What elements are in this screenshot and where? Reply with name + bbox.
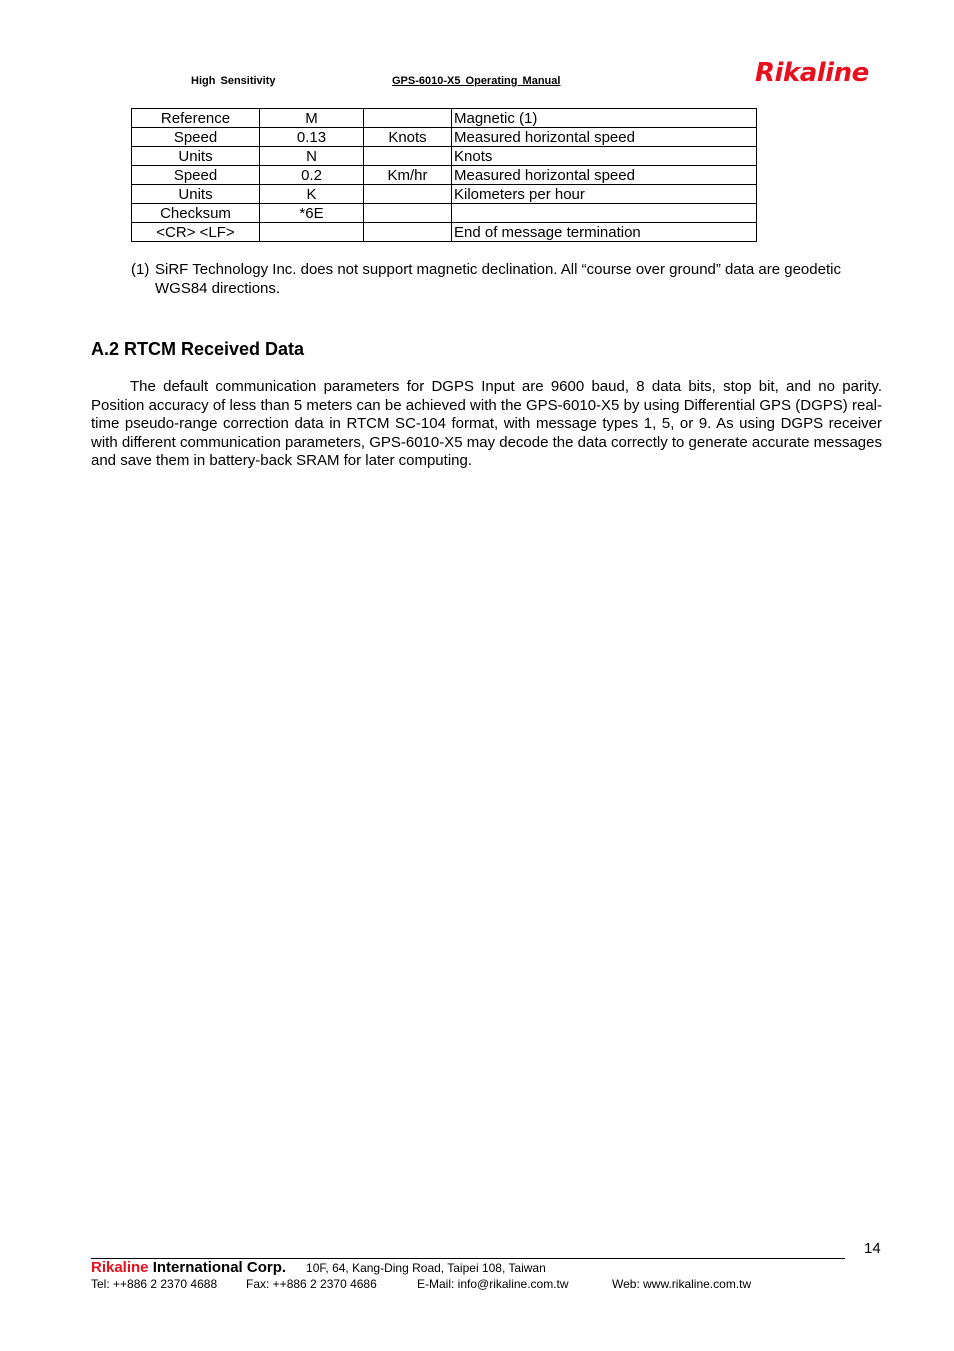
field-name-cell: <CR> <LF> — [132, 223, 260, 242]
field-description-cell — [452, 204, 757, 223]
table-row — [132, 128, 757, 147]
field-unit-cell — [364, 147, 452, 166]
nmea-field-table-body — [132, 109, 757, 242]
table-row — [132, 223, 757, 242]
header-manual-title: GPS-6010-X5 Operating Manual — [392, 75, 561, 87]
field-unit-cell: Km/hr — [364, 166, 452, 185]
table-row — [132, 204, 757, 223]
footer-company-line — [91, 1259, 546, 1276]
section-heading: A.2 RTCM Received Data — [91, 339, 305, 359]
table-row — [132, 147, 757, 166]
field-description-cell: Magnetic (1) — [452, 109, 757, 128]
footer-brand-name: Rikaline — [91, 1259, 149, 1276]
footer-tel: Tel: ++886 2 2370 4688 — [91, 1277, 218, 1291]
field-unit-cell: Knots — [364, 128, 452, 147]
field-name-cell: Checksum — [132, 204, 260, 223]
field-value-cell: 0.13 — [260, 128, 364, 147]
rikaline-logo: Rikaline — [755, 58, 869, 88]
field-description-cell: End of message termination — [452, 223, 757, 242]
footer-email: E-Mail: info@rikaline.com.tw — [417, 1277, 569, 1291]
field-unit-cell — [364, 204, 452, 223]
footer-web: Web: www.rikaline.com.tw — [612, 1277, 752, 1291]
field-unit-cell — [364, 109, 452, 128]
table-row — [132, 166, 757, 185]
field-name-cell: Units — [132, 185, 260, 204]
section-paragraph: The default communication parameters for DGPS Input are 9600 baud, 8 data bits, stop bit, and no parity. Position accuracy of less than 5 meters can be achieved with the GPS-6010-X5 by using Differential GPS (DGPS) real-time pseudo-range correction data in RTCM SC-104 format, with message types 1, 5, or 9. As using DGPS receiver with different communication parameters, GPS-6010-X5 may decode the data correctly to generate accurate messages and save them in battery-back SRAM for later computing. — [91, 378, 882, 470]
field-name-cell: Reference — [132, 109, 260, 128]
footnote-number: (1) — [131, 261, 150, 278]
header-left-text: High Sensitivity — [191, 75, 276, 87]
footnote-text: SiRF Technology Inc. does not support magnetic declination. All “course over ground” data are geodetic WGS84 directions. — [155, 261, 841, 297]
field-description-cell: Measured horizontal speed — [452, 128, 757, 147]
field-value-cell: K — [260, 185, 364, 204]
field-description-cell: Measured horizontal speed — [452, 166, 757, 185]
field-value-cell: N — [260, 147, 364, 166]
field-name-cell: Speed — [132, 128, 260, 147]
field-description-cell: Knots — [452, 147, 757, 166]
field-value-cell: *6E — [260, 204, 364, 223]
field-name-cell: Units — [132, 147, 260, 166]
field-unit-cell — [364, 185, 452, 204]
table-row — [132, 109, 757, 128]
footer-address: 10F, 64, Kang-Ding Road, Taipei 108, Taiwan — [306, 1261, 546, 1275]
footnote — [131, 260, 851, 298]
field-description-cell: Kilometers per hour — [452, 185, 757, 204]
field-name-cell: Speed — [132, 166, 260, 185]
nmea-field-table — [131, 108, 757, 242]
page-number: 14 — [864, 1240, 881, 1257]
field-value-cell — [260, 223, 364, 242]
field-unit-cell — [364, 223, 452, 242]
footer-company-suffix: International Corp. — [148, 1259, 287, 1276]
table-row — [132, 185, 757, 204]
field-value-cell: M — [260, 109, 364, 128]
footer-fax: Fax: ++886 2 2370 4686 — [246, 1277, 377, 1291]
field-value-cell: 0.2 — [260, 166, 364, 185]
